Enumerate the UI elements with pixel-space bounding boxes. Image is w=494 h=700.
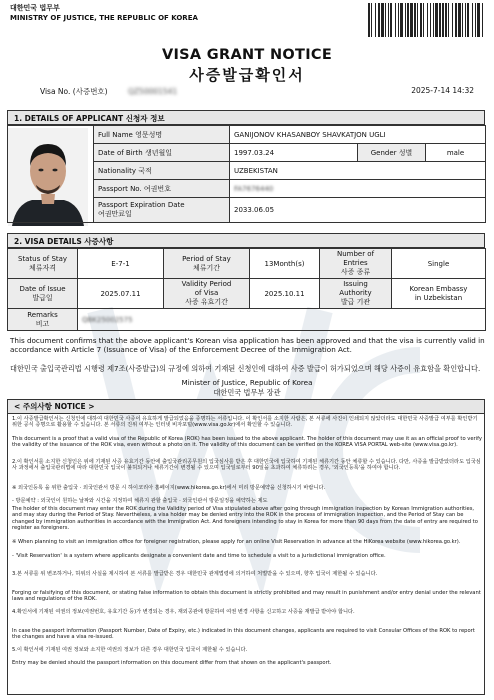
barcode-bar: [398, 3, 399, 37]
dob-value: 1997.03.24: [230, 144, 358, 162]
barcode-bar: [465, 3, 466, 37]
barcode-bar: [427, 3, 428, 37]
authority-value-1: Korean Embassy: [409, 284, 468, 293]
barcode-bar: [430, 3, 431, 37]
notice-2-ko: 2.이 확인서를 소지한 신청인은 위에 기재된 사증 유효기간 동안에 출입국관리공무원의 입국심사를 받은 후 대한민국에 입국하여 기재된 체류기간 동안 체류할 수 있습니다. 다만, 사증을 발급받았더라도 입국심사 과정에서 출입국관리법에 따라 대한민국 입국이 불허되거나 체류기간이 변경될 수 있으며 입국일로부터 90일을 초과하여 체류하려는 경우, '외국인등록'을 하여야 합니다.: [12, 459, 481, 472]
status-label-ko: 체류자격: [28, 263, 57, 272]
barcode-bar: [433, 3, 434, 37]
notice-4-ko: 4.확인서에 기재된 여권의 정보(여권번호, 유효기간 등)가 변경되는 경우, 재외공관에 방문하여 여권 변경 사항을 신고하고 사증을 재발급 받아야 합니다.: [12, 609, 355, 615]
issue-date-label: [8, 279, 78, 309]
notice-1-en: This document is a proof that a valid visa of the Republic of Korea (ROK) has been issued to the above applicant. The holder of this document may use it as an official proof to verify the validity of the issuance of the ROK visa, even without a photo on it. The validity of this document can be verified on the KOREA VISA PORTAL web-site (www.visa.go.kr).: [12, 436, 482, 449]
issue-date-label-en: Date of Issue: [19, 284, 66, 293]
barcode-bar: [452, 3, 453, 37]
entries-label: [320, 249, 392, 279]
barcode-bar: [458, 3, 461, 37]
barcode-bar: [455, 3, 457, 37]
photo-cell: [8, 126, 94, 223]
authority-label: [320, 279, 392, 309]
passport-expiration-label: [94, 198, 230, 223]
full-name-label: Full Name 영문성명: [94, 126, 230, 144]
barcode-bar: [472, 3, 473, 37]
notice-3-en: Forging or falsifying of this document, or stating false information to obtain this document is strictly prohibited and may result in punishment and/or entry denial under the relevant laws and regulations of the ROK.: [12, 590, 481, 603]
ministry-header-korean: 대한민국 법무부: [10, 4, 60, 12]
issue-date-value: 2025.07.11: [78, 279, 164, 309]
barcode-bar: [378, 3, 380, 37]
barcode-bar: [407, 3, 409, 37]
barcode-bar: [385, 3, 386, 37]
barcode-bar: [381, 3, 384, 37]
title-english: VISA GRANT NOTICE: [161, 47, 333, 63]
barcode-bar: [388, 3, 389, 37]
authority-label-2: Authority: [339, 289, 372, 297]
barcode-bar: [445, 3, 447, 37]
barcode-bar: [448, 3, 449, 37]
remarks-label-ko: 비고: [35, 319, 50, 328]
barcode-bar: [420, 3, 422, 37]
validity-label-1: Validity Period: [181, 280, 232, 288]
barcode-bar: [414, 3, 416, 37]
notice-2-reservation-ko: - 방문예약 : 외국인이 원하는 날짜와 시간을 지정하여 체류지 관할 출입국 · 외국인관서 방문일정을 예약하는 제도: [12, 498, 268, 504]
authority-label-ko: 발급 기관: [340, 298, 371, 306]
entries-label-2: Entries: [343, 259, 368, 267]
barcode-bar: [475, 3, 476, 37]
barcode-bar: [400, 3, 403, 37]
issue-datetime: 2025-7-14 14:32: [411, 86, 474, 95]
ministry-header: [10, 3, 198, 23]
period-label-ko: 체류기간: [192, 263, 221, 272]
authority-value: [392, 279, 486, 309]
barcode-bar: [442, 3, 444, 37]
gender-value: male: [426, 144, 486, 162]
status-value: E-7-1: [78, 249, 164, 279]
passport-number-label: Passport No. 여권번호: [94, 180, 230, 198]
visa-number-label: Visa No. (사증번호): [40, 87, 108, 96]
nationality-value: UZBEKISTAN: [230, 162, 486, 180]
full-name-value: GANIJONOV KHASANBOY SHAVKATJON UGLI: [230, 126, 486, 144]
passport-expiration-label-ko: 여권만료일: [98, 210, 132, 218]
minister-korean: 대한민국 법무부 장관: [213, 388, 281, 397]
passport-number-value: [230, 180, 486, 198]
notice-5-en: Entry may be denied should the passport information on this document differ from that shown on the applicant's passport.: [12, 660, 332, 666]
section-applicant-title: 1. DETAILS OF APPLICANT 신청자 정보: [7, 110, 485, 125]
barcode-bar: [482, 3, 483, 37]
authority-label-1: Issuing: [343, 280, 368, 288]
validity-value: 2025.10.11: [250, 279, 320, 309]
passport-number-text: FA7676440: [234, 184, 274, 193]
barcode-bar: [439, 3, 441, 37]
period-label-en: Period of Stay: [182, 254, 231, 263]
barcode-bar: [435, 3, 438, 37]
barcode-bar: [375, 3, 376, 37]
barcode-bar: [371, 3, 372, 37]
visa-details-table: [7, 248, 486, 331]
validity-label: [164, 279, 250, 309]
issue-date-label-ko: 발급일: [32, 293, 53, 302]
entries-label-ko: 사증 종류: [340, 268, 371, 276]
notice-3-ko: 3.본 서류를 위 변조하거나, 허위의 사실을 제시하여 본 서류를 발급받은 경우 대한민국 관계법령에 의거하여 처벌받을 수 있으며, 향후 입국이 제한될 수 있습니다.: [12, 571, 378, 577]
dob-label: Date of Birth 생년월일: [94, 144, 230, 162]
barcode-bar: [395, 3, 396, 37]
validity-label-2: of Visa: [194, 289, 219, 297]
passport-expiration-label-en: Passport Expiration Date: [98, 201, 185, 209]
gender-label: Gender 성별: [358, 144, 426, 162]
notice-2-en: The holder of this document may enter the ROK during the Validity period of Visa stipulated above after going through immigration inspection by Korean Immigration authorities, and may stay during the Period of Stay. Nevertheless, a visa holder may be denied entry into the ROK in the process of immigration inspection, and the Period of Stay can be changed by immigration authorities in accordance with the Immigration Act. And foreigners intending to stay in Korea for more than 90 days from the date of entry are required to register as foreigners.: [12, 506, 478, 531]
section-visa-title: 2. VISA DETAILS 사증사항: [7, 233, 485, 248]
barcode-bar: [405, 3, 406, 37]
notice-2-reservation-en: - 'Visit Reservation' is a system where applicants designate a convenient date and time to schedule a visit to a jurisdictional immigration office.: [12, 553, 386, 559]
status-label: [8, 249, 78, 279]
barcode-bar: [423, 3, 424, 37]
barcode-bar: [467, 3, 469, 37]
entries-label-1: Number of: [336, 250, 375, 258]
entries-value: Single: [392, 249, 486, 279]
authority-value-2: in Uzbekistan: [414, 293, 463, 302]
statement-english: This document confirms that the above applicant's Korean visa application has been approved and that the visa is currently valid in accordance with Article 7 (Issuance of Visa) of the Enforcement Decree of the Immigration Act.: [10, 336, 485, 354]
barcode-bar: [410, 3, 413, 37]
visa-number-value: QZ50001541: [128, 87, 178, 96]
validity-label-ko: 사증 유효기간: [185, 298, 228, 306]
title-korean: 사증발급확인서: [189, 66, 305, 84]
remarks-label-en: Remarks: [27, 310, 58, 319]
status-label-en: Status of Stay: [17, 254, 68, 263]
statement-korean: 대한민국 출입국관리법 시행령 제7조(사증발급)의 규정에 의하여 기재된 신청인에 대하여 사증 발급이 허가되었으며 해당 사증이 유효함을 확인합니다.: [10, 364, 481, 373]
remarks-text: QBK25002575: [82, 315, 133, 324]
passport-expiration-value: 2033.06.05: [230, 198, 486, 223]
ministry-header-english: MINISTRY OF JUSTICE, THE REPUBLIC OF KOREA: [10, 14, 198, 22]
notice-1-ko: 1.이 사증발급확인서는 신청인에 대하여 대한민국 사증이 유효하게 발급되었음을 증명하는 서류입니다. 이 확인서를 소지한 사람은, 본 서류에 사진이 인쇄되지 않았더라도 대한민국 사증발급 여부를 확인받기 위한 공식 증명으로 활용할 수 있습니다. 본 서류의 진위 여부는 인터넷 비자포털(www.visa.go.kr)에서 확인할 수 있습니다.: [12, 416, 478, 429]
remarks-label: [8, 309, 78, 331]
notice-5-ko: 5.이 확인서에 기재된 여권 정보와 소지한 여권의 정보가 다른 경우 대한민국 입국이 제한될 수 있습니다.: [12, 647, 248, 653]
notice-title: < 주의사항 NOTICE >: [7, 399, 485, 414]
barcode-bar: [462, 3, 463, 37]
barcode-bar: [390, 3, 392, 37]
applicant-details-table: [7, 125, 486, 223]
barcode: [368, 3, 484, 37]
barcode-bar: [417, 3, 418, 37]
notice-2-tip-ko: ※ 외국인등록 을 위한 출입국 · 외국인관서 방문 시 하이코리아 홈페이지(www.hikorea.go.kr)에서 미리 방문예약을 신청하시기 바랍니다.: [12, 485, 326, 491]
nationality-label: Nationality 국적: [94, 162, 230, 180]
period-label: [164, 249, 250, 279]
period-value: 13Month(s): [250, 249, 320, 279]
barcode-bar: [368, 3, 370, 37]
barcode-bar: [477, 3, 480, 37]
visa-number-line: [40, 86, 177, 97]
remarks-value: [78, 309, 486, 331]
notice-2-tip-en: ※ When planning to visit an immigration office for foreigner registration, please apply for an online Visit Reservation in advance at the HiKorea website (www.hikorea.go.kr).: [12, 539, 461, 545]
notice-4-en: In case the passport information (Passport Number, Date of Expiry, etc.) indicated in this document changes, applicants are required to visit Consular Offices of the ROK to report the changes and have a visa re-issued.: [12, 628, 475, 641]
minister-english: Minister of Justice, Republic of Korea: [181, 378, 313, 387]
